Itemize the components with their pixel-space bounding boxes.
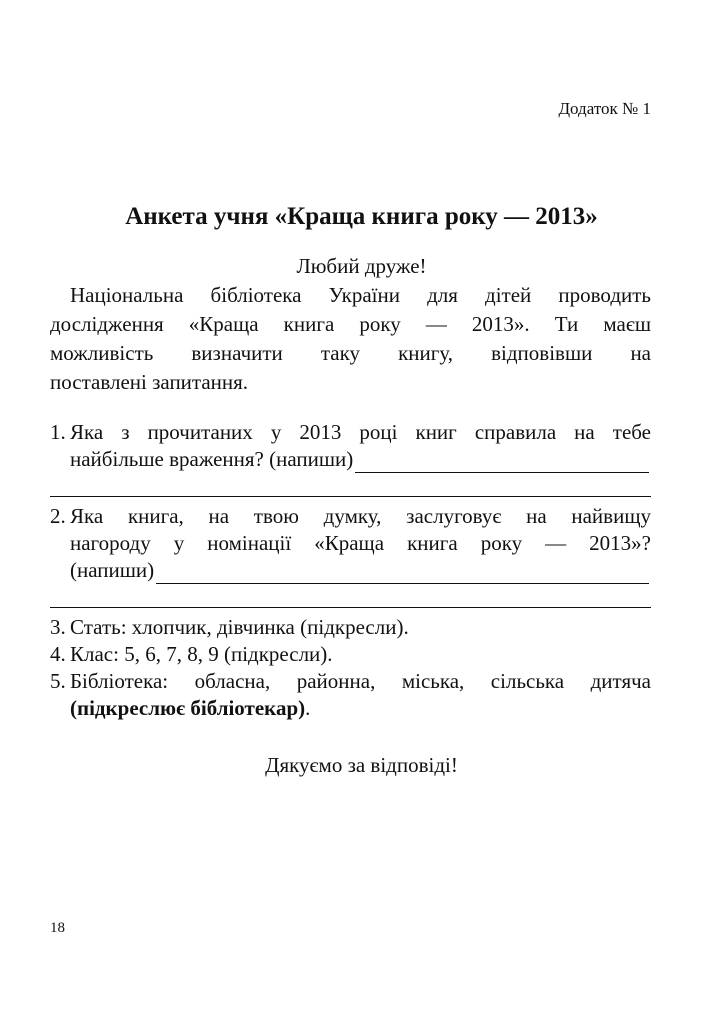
- fill-prefix: (напиши): [70, 558, 155, 582]
- answer-line[interactable]: [50, 607, 651, 608]
- answer-row: [70, 446, 651, 473]
- question-1: [50, 419, 651, 473]
- intro-line: Національна бібліотека України для дітей проводить: [70, 283, 651, 307]
- intro-paragraph: [50, 281, 651, 397]
- librarian-note: (підкреслює бібліотекар): [70, 696, 306, 720]
- question-text-tail: .: [305, 696, 311, 720]
- question-4: [50, 641, 651, 668]
- question-5: [50, 668, 651, 722]
- question-number: 3.: [50, 615, 66, 639]
- question-number: 2.: [50, 504, 66, 528]
- thanks-text: Дякуємо за відповіді!: [265, 753, 458, 777]
- answer-line[interactable]: [355, 452, 649, 473]
- answer-row: [70, 557, 651, 584]
- intro-line: можливість визначити таку книгу, відповівши на: [50, 341, 651, 365]
- intro-line: дослідження «Краща книга року — 2013». Ти маєш: [50, 312, 651, 336]
- question-text-line: [70, 695, 651, 722]
- appendix-label: Додаток № 1: [558, 99, 651, 118]
- fill-prefix: найбільше враження? (напиши): [70, 447, 354, 471]
- question-text-line: нагороду у номінації «Краща книга року — 2013»?: [70, 531, 651, 555]
- question-text-line: Яка з прочитаних у 2013 році книг справила на тебе: [70, 420, 651, 444]
- greeting: Любий друже!: [296, 254, 427, 278]
- page-number: 18: [50, 920, 65, 936]
- answer-line[interactable]: [156, 563, 649, 584]
- question-2: [50, 503, 651, 584]
- question-text-line: Бібліотека: обласна, районна, міська, сільська дитяча: [70, 669, 651, 693]
- question-number: 1.: [50, 420, 66, 444]
- question-text-line: Яка книга, на твою думку, заслуговує на найвищу: [70, 504, 651, 528]
- question-number: 5.: [50, 669, 66, 693]
- question-text-line: Клас: 5, 6, 7, 8, 9 (підкресли).: [70, 642, 333, 666]
- answer-line[interactable]: [50, 496, 651, 497]
- question-3: [50, 614, 651, 641]
- intro-line: поставлені запитання.: [50, 370, 249, 394]
- question-number: 4.: [50, 642, 66, 666]
- page-title: Анкета учня «Краща книга року — 2013»: [125, 203, 598, 230]
- question-text-line: Стать: хлопчик, дівчинка (підкресли).: [70, 615, 409, 639]
